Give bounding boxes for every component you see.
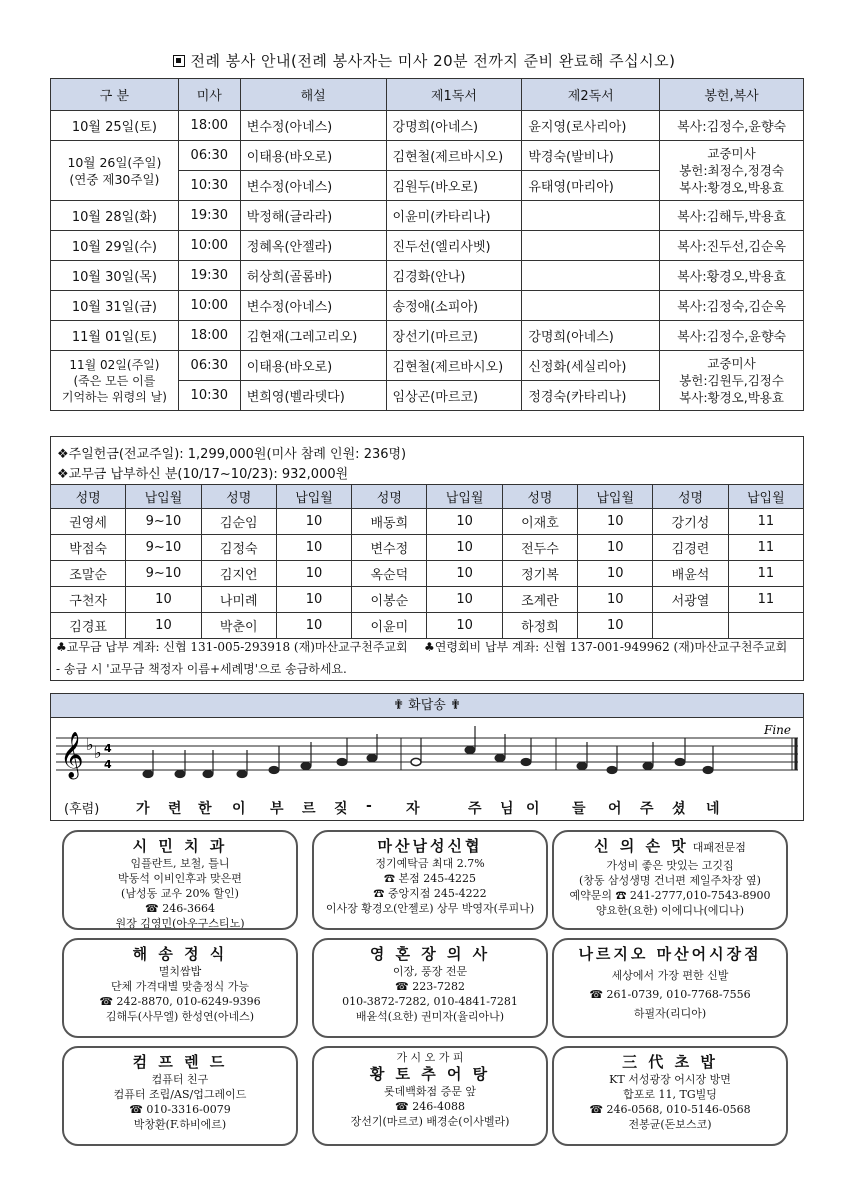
page-title: 전례 봉사 안내(전례 봉사자는 미사 20분 전까지 준비 완료해 주십시오) bbox=[0, 50, 848, 71]
table-row bbox=[51, 509, 804, 535]
payment-month-cell: 11 bbox=[728, 509, 803, 535]
ad-name-text: 三 代 초 밥 bbox=[622, 1053, 718, 1071]
ad-line: ☎ 242-8870, 010-6249-9396 bbox=[99, 995, 261, 1008]
payer-name-cell: 강기성 bbox=[653, 509, 728, 535]
note-head bbox=[301, 762, 311, 769]
lyric-syllable: 네 bbox=[706, 801, 720, 817]
servers-cell: 복사:김정수,윤향숙 bbox=[660, 321, 804, 351]
ad-name-text: 영 혼 장 의 사 bbox=[369, 945, 491, 963]
note-head bbox=[337, 758, 347, 765]
fine-marking: Fine bbox=[764, 723, 791, 737]
tithe-account-text: ♣교무금 납부 계좌: 신협 131-005-293918 (재)마산교구천주교회 bbox=[56, 640, 408, 654]
ad-box bbox=[552, 830, 788, 930]
servers-cell: 복사:김정숙,김순옥 bbox=[660, 291, 804, 321]
lyric-syllable: 짖 bbox=[334, 801, 348, 817]
reading1-cell: 김현철(제르바시오) bbox=[386, 351, 522, 381]
reading2-cell: 신정화(세실리아) bbox=[522, 351, 660, 381]
lyric-syllable: - bbox=[366, 798, 372, 814]
note-head bbox=[607, 766, 617, 773]
ad-line: ☎ 246-3664 bbox=[145, 902, 215, 915]
payment-month-cell: 10 bbox=[578, 561, 653, 587]
payer-name-cell: 박춘이 bbox=[201, 613, 276, 639]
lyric-syllable: 주 bbox=[468, 801, 482, 817]
payment-month-cell: 10 bbox=[427, 535, 502, 561]
lyric-syllable: 님 bbox=[500, 801, 514, 817]
header-name: 성명 bbox=[201, 485, 276, 509]
header-servers: 봉헌,복사 bbox=[660, 79, 804, 111]
date-cell: 10월 29일(수) bbox=[51, 231, 179, 261]
payer-name-cell: 박점숙 bbox=[51, 535, 126, 561]
note-head bbox=[465, 746, 475, 753]
ad-line: ☎ 223-7282 bbox=[395, 980, 465, 993]
payment-month-cell: 9~10 bbox=[126, 509, 201, 535]
reading2-cell bbox=[522, 291, 660, 321]
table-row bbox=[51, 261, 804, 291]
payment-month-cell: 10 bbox=[276, 561, 351, 587]
commentator-cell: 이태용(바오로) bbox=[240, 351, 386, 381]
payer-name-cell: 조계란 bbox=[502, 587, 577, 613]
time-signature-top: 4 bbox=[104, 742, 112, 755]
time-cell: 10:30 bbox=[178, 381, 240, 411]
ad-line: 예약문의 ☎ 241-2777,010-7543-8900 bbox=[569, 889, 771, 902]
note-head bbox=[495, 754, 505, 761]
ad-line: 세상에서 가장 편한 신발 bbox=[611, 969, 729, 982]
payer-name-cell: 김순임 bbox=[201, 509, 276, 535]
payment-month-cell: 9~10 bbox=[126, 561, 201, 587]
date-cell: 10월 30일(목) bbox=[51, 261, 179, 291]
reading2-cell: 윤지영(로사리아) bbox=[522, 111, 660, 141]
ad-line: 010-3872-7282, 010-4841-7281 bbox=[342, 995, 518, 1008]
payment-month-cell: 10 bbox=[427, 613, 502, 639]
square-bullet-icon bbox=[173, 55, 185, 67]
ad-box bbox=[312, 830, 548, 930]
date-cell: 11월 01일(토) bbox=[51, 321, 179, 351]
sunday-offering-text: ❖주일헌금(전교주일): 1,299,000원(미사 참례 인원: 236명) bbox=[57, 447, 407, 462]
lyric-syllable: 가 bbox=[136, 801, 150, 817]
header-month: 납입월 bbox=[126, 485, 201, 509]
payment-month-cell: 10 bbox=[427, 587, 502, 613]
reading1-cell: 김원두(바오로) bbox=[386, 171, 522, 201]
ad-line: 이장, 풍장 전문 bbox=[392, 965, 468, 978]
payment-month-cell bbox=[728, 613, 803, 639]
commentator-cell: 변수정(아네스) bbox=[240, 291, 386, 321]
ad-name-text: 해 송 정 식 bbox=[132, 945, 228, 963]
lyric-syllable: 자 bbox=[406, 801, 420, 817]
ad-line: 양요한(요한) 이에디나(에디나) bbox=[595, 904, 745, 917]
psalm-header: ✟ 화답송 ✟ bbox=[51, 694, 803, 718]
time-signature-bottom: 4 bbox=[104, 758, 112, 771]
ad-line: 박창환(F.하비에르) bbox=[133, 1118, 227, 1131]
servers-cell: 교중미사 봉헌:최정수,정경숙 복사:황경오,박용효 bbox=[660, 141, 804, 201]
note-head bbox=[703, 766, 713, 773]
header-name: 성명 bbox=[51, 485, 126, 509]
reading1-cell: 강명희(아네스) bbox=[386, 111, 522, 141]
reading2-cell: 박경숙(발비나) bbox=[522, 141, 660, 171]
payment-month-cell: 11 bbox=[728, 535, 803, 561]
lyric-syllable: 어 bbox=[608, 801, 622, 817]
header-month: 납입월 bbox=[578, 485, 653, 509]
servers-cell: 교중미사 봉헌:김원두,김정수 복사:황경오,박용효 bbox=[660, 351, 804, 411]
table-header-row bbox=[51, 79, 804, 111]
ad-line: ☎ 중앙지점 245-4222 bbox=[373, 887, 487, 900]
table-row bbox=[51, 141, 804, 171]
payer-name-cell: 전두수 bbox=[502, 535, 577, 561]
payer-name-cell: 정기복 bbox=[502, 561, 577, 587]
ad-business-name bbox=[314, 836, 546, 856]
lyric-syllable: 셨 bbox=[672, 801, 686, 817]
payer-name-cell: 김지언 bbox=[201, 561, 276, 587]
commentator-cell: 이태용(바오로) bbox=[240, 141, 386, 171]
table-row bbox=[51, 587, 804, 613]
reading2-cell bbox=[522, 201, 660, 231]
ad-line: 장선기(마르코) 배경순(이사벨라) bbox=[350, 1115, 510, 1128]
ad-business-name bbox=[314, 1064, 546, 1084]
reading1-cell: 이윤미(카타리나) bbox=[386, 201, 522, 231]
reading2-cell: 정경숙(카타리나) bbox=[522, 381, 660, 411]
note-head bbox=[143, 770, 153, 777]
ad-line: ☎ 246-4088 bbox=[395, 1100, 465, 1113]
ad-line: ☎ 본점 245-4225 bbox=[384, 872, 476, 885]
ad-box bbox=[312, 1046, 548, 1146]
table-row bbox=[51, 111, 804, 141]
note-head bbox=[269, 766, 279, 773]
header-reading2: 제2독서 bbox=[522, 79, 660, 111]
reading1-cell: 진두선(엘리사벳) bbox=[386, 231, 522, 261]
table-row bbox=[51, 321, 804, 351]
flat-icon: ♭ bbox=[94, 743, 102, 762]
note-head bbox=[237, 770, 247, 777]
time-cell: 10:30 bbox=[178, 171, 240, 201]
payment-month-cell: 10 bbox=[126, 587, 201, 613]
header-month: 납입월 bbox=[728, 485, 803, 509]
payment-month-cell: 10 bbox=[276, 535, 351, 561]
payer-name-cell: 김경표 bbox=[51, 613, 126, 639]
music-staff bbox=[56, 722, 800, 792]
lyric-syllable: 련 bbox=[168, 801, 182, 817]
payment-month-cell: 10 bbox=[126, 613, 201, 639]
lyric-syllable: 르 bbox=[302, 801, 316, 817]
payer-name-cell: 옥순덕 bbox=[352, 561, 427, 587]
ad-line: 가성비 좋은 맛있는 고깃집 bbox=[606, 859, 734, 872]
payment-month-cell: 11 bbox=[728, 587, 803, 613]
header-name: 성명 bbox=[502, 485, 577, 509]
ad-line: 컴퓨터 조립/AS/업그레이드 bbox=[113, 1088, 247, 1101]
ad-line: 이사장 황경오(안젤로) 상무 박영자(루피나) bbox=[325, 902, 535, 915]
payer-name-cell: 배동희 bbox=[352, 509, 427, 535]
reading1-cell: 임상곤(마르코) bbox=[386, 381, 522, 411]
liturgy-schedule-table bbox=[50, 78, 804, 411]
note-head bbox=[643, 762, 653, 769]
reading1-cell: 송정애(소피아) bbox=[386, 291, 522, 321]
header-name: 성명 bbox=[653, 485, 728, 509]
ad-business-name bbox=[64, 1052, 296, 1072]
payer-name-cell: 김경련 bbox=[653, 535, 728, 561]
lyric-syllable: 이 bbox=[526, 801, 540, 817]
payment-month-cell: 10 bbox=[276, 509, 351, 535]
ad-line: ☎ 010-3316-0079 bbox=[129, 1103, 231, 1116]
header-mass: 미사 bbox=[178, 79, 240, 111]
ad-business-name bbox=[64, 836, 296, 856]
ad-line: 합포로 11, TG빌딩 bbox=[623, 1088, 717, 1101]
payment-month-cell: 10 bbox=[578, 535, 653, 561]
note-head bbox=[411, 758, 421, 765]
ad-line: ☎ 246-0568, 010-5146-0568 bbox=[589, 1103, 751, 1116]
table-row bbox=[51, 561, 804, 587]
payer-name-cell bbox=[653, 613, 728, 639]
payer-name-cell: 서광열 bbox=[653, 587, 728, 613]
payment-month-cell: 10 bbox=[578, 509, 653, 535]
ad-box bbox=[62, 938, 298, 1038]
time-cell: 10:00 bbox=[178, 231, 240, 261]
reading2-cell bbox=[522, 231, 660, 261]
date-cell: 10월 26일(주일) (연중 제30주일) bbox=[51, 141, 179, 201]
servers-cell: 복사:황경오,박용효 bbox=[660, 261, 804, 291]
ad-box bbox=[312, 938, 548, 1038]
servers-cell: 복사:진두선,김순옥 bbox=[660, 231, 804, 261]
ad-line: 멸치쌈밥 bbox=[158, 965, 202, 978]
ad-line: 원장 김영민(아우구스티노) bbox=[115, 917, 245, 930]
payer-name-cell: 변수정 bbox=[352, 535, 427, 561]
lyric-syllable: 들 bbox=[572, 801, 586, 817]
note-head bbox=[175, 770, 185, 777]
note-head bbox=[675, 758, 685, 765]
reading2-cell: 유태영(마리아) bbox=[522, 171, 660, 201]
table-row bbox=[51, 535, 804, 561]
ad-box bbox=[62, 1046, 298, 1146]
note-head bbox=[203, 770, 213, 777]
lyric-syllable: 주 bbox=[640, 801, 654, 817]
note-head bbox=[367, 754, 377, 761]
ad-line: (남성동 교우 20% 할인) bbox=[121, 887, 239, 900]
reading1-cell: 김경화(안나) bbox=[386, 261, 522, 291]
ad-line: 롯데백화점 증문 앞 bbox=[383, 1085, 476, 1098]
commentator-cell: 김현재(그레고리오) bbox=[240, 321, 386, 351]
commentator-cell: 박정해(글라라) bbox=[240, 201, 386, 231]
header-month: 납입월 bbox=[427, 485, 502, 509]
table-header-row bbox=[51, 485, 804, 509]
refrain-label: (후렴) bbox=[64, 802, 100, 817]
reading2-cell bbox=[522, 261, 660, 291]
tithe-rows bbox=[51, 509, 804, 639]
payer-name-cell: 나미례 bbox=[201, 587, 276, 613]
note-head bbox=[577, 762, 587, 769]
ad-name-text: 컴 프 렌 드 bbox=[132, 1053, 228, 1071]
commentator-cell: 변희영(벨라뎃다) bbox=[240, 381, 386, 411]
time-cell: 19:30 bbox=[178, 261, 240, 291]
ad-line: 김해두(사무엘) 한성연(아네스) bbox=[105, 1010, 255, 1023]
payer-name-cell: 하정희 bbox=[502, 613, 577, 639]
date-cell: 10월 31일(금) bbox=[51, 291, 179, 321]
funeral-account-text: ♣연령회비 납부 계좌: 신협 137-001-949962 (재)마산교구천주교회 bbox=[424, 640, 788, 654]
ad-subtitle: 대패전문점 bbox=[692, 841, 746, 854]
header-division: 구 분 bbox=[51, 79, 179, 111]
ad-business-name bbox=[554, 944, 786, 964]
header-month: 납입월 bbox=[276, 485, 351, 509]
payer-name-cell: 배윤석 bbox=[653, 561, 728, 587]
ad-box bbox=[552, 938, 788, 1038]
ad-box bbox=[552, 1046, 788, 1146]
ad-business-name bbox=[314, 944, 546, 964]
table-row bbox=[51, 351, 804, 381]
header-commentator: 해설 bbox=[240, 79, 386, 111]
payment-month-cell: 10 bbox=[276, 587, 351, 613]
ad-line: (창동 삼성생명 건너편 제일주차장 옆) bbox=[579, 874, 761, 887]
ad-prefix: 가 시 오 가 피 bbox=[396, 1051, 464, 1064]
commentator-cell: 변수정(아네스) bbox=[240, 171, 386, 201]
reading1-cell: 김현철(제르바시오) bbox=[386, 141, 522, 171]
ad-line: ☎ 261-0739, 010-7768-7556 bbox=[589, 988, 751, 1001]
ad-line: 배윤석(요한) 권미자(율리아나) bbox=[355, 1010, 505, 1023]
ad-name-text: 나르지오 마산어시장점 bbox=[578, 945, 762, 963]
time-cell: 06:30 bbox=[178, 351, 240, 381]
flat-icon: ♭ bbox=[86, 735, 94, 754]
payment-month-cell: 9~10 bbox=[126, 535, 201, 561]
lyric-syllable: 이 bbox=[232, 801, 246, 817]
payer-name-cell: 이봉순 bbox=[352, 587, 427, 613]
treble-clef-icon: 𝄞 bbox=[60, 732, 84, 778]
lyric-syllable: 부 bbox=[270, 801, 284, 817]
time-cell: 10:00 bbox=[178, 291, 240, 321]
time-cell: 18:00 bbox=[178, 321, 240, 351]
payment-month-cell: 10 bbox=[427, 509, 502, 535]
payment-month-cell: 10 bbox=[578, 613, 653, 639]
tithe-payers-table bbox=[50, 484, 804, 639]
header-reading1: 제1독서 bbox=[386, 79, 522, 111]
payment-month-cell: 10 bbox=[427, 561, 502, 587]
time-cell: 18:00 bbox=[178, 111, 240, 141]
header-name: 성명 bbox=[352, 485, 427, 509]
ad-line: 정기예탁금 최대 2.7% bbox=[375, 857, 485, 870]
commentator-cell: 정혜옥(안젤라) bbox=[240, 231, 386, 261]
table-row bbox=[51, 201, 804, 231]
payment-month-cell: 10 bbox=[578, 587, 653, 613]
ad-name-text: 신 의 손 맛 bbox=[594, 837, 689, 855]
date-cell: 11월 02일(주일) (죽은 모든 이를 기억하는 위령의 날) bbox=[51, 351, 179, 411]
table-row bbox=[51, 613, 804, 639]
lyric-syllable: 한 bbox=[198, 801, 212, 817]
date-cell: 10월 28일(화) bbox=[51, 201, 179, 231]
ad-line: 박동석 이비인후과 맞은편 bbox=[118, 872, 242, 885]
ad-line: 단체 가격대별 맞춤정식 가능 bbox=[110, 980, 249, 993]
ad-line: 컴퓨터 친구 bbox=[151, 1073, 209, 1086]
reading2-cell: 강명희(아네스) bbox=[522, 321, 660, 351]
commentator-cell: 허상희(골롬바) bbox=[240, 261, 386, 291]
ad-line: 하필자(리디아) bbox=[633, 1007, 707, 1020]
time-cell: 06:30 bbox=[178, 141, 240, 171]
ad-business-name bbox=[554, 836, 786, 858]
ad-line: KT 서성광장 어시장 방면 bbox=[609, 1073, 731, 1086]
servers-cell: 복사:김해두,박용효 bbox=[660, 201, 804, 231]
payer-name-cell: 조말순 bbox=[51, 561, 126, 587]
ad-line: 전봉균(돈보스코) bbox=[628, 1118, 712, 1131]
reading1-cell: 장선기(마르코) bbox=[386, 321, 522, 351]
ad-name-text: 황 토 추 어 탕 bbox=[369, 1065, 491, 1083]
payer-name-cell: 구천자 bbox=[51, 587, 126, 613]
date-cell: 10월 25일(토) bbox=[51, 111, 179, 141]
payment-month-cell: 10 bbox=[276, 613, 351, 639]
payer-name-cell: 이재호 bbox=[502, 509, 577, 535]
tithe-total-text: ❖교무금 납부하신 분(10/17~10/23): 932,000원 bbox=[57, 467, 349, 482]
payer-name-cell: 이윤미 bbox=[352, 613, 427, 639]
ad-name-text: 마산남성신협 bbox=[377, 837, 483, 855]
table-row bbox=[51, 231, 804, 261]
ad-business-name bbox=[554, 1052, 786, 1072]
table-row bbox=[51, 291, 804, 321]
note-head bbox=[521, 758, 531, 765]
transfer-note-text: - 송금 시 '교무금 책정자 이름+세례명'으로 송금하세요. bbox=[56, 662, 347, 676]
time-cell: 19:30 bbox=[178, 201, 240, 231]
ad-name-text: 시 민 치 과 bbox=[132, 837, 228, 855]
ad-box bbox=[62, 830, 298, 930]
ad-business-name bbox=[64, 944, 296, 964]
commentator-cell: 변수정(아네스) bbox=[240, 111, 386, 141]
payer-name-cell: 권영세 bbox=[51, 509, 126, 535]
servers-cell: 복사:김정수,윤향숙 bbox=[660, 111, 804, 141]
payer-name-cell: 김정숙 bbox=[201, 535, 276, 561]
ad-line: 임플란트, 보철, 틀니 bbox=[130, 857, 230, 870]
payment-month-cell: 11 bbox=[728, 561, 803, 587]
